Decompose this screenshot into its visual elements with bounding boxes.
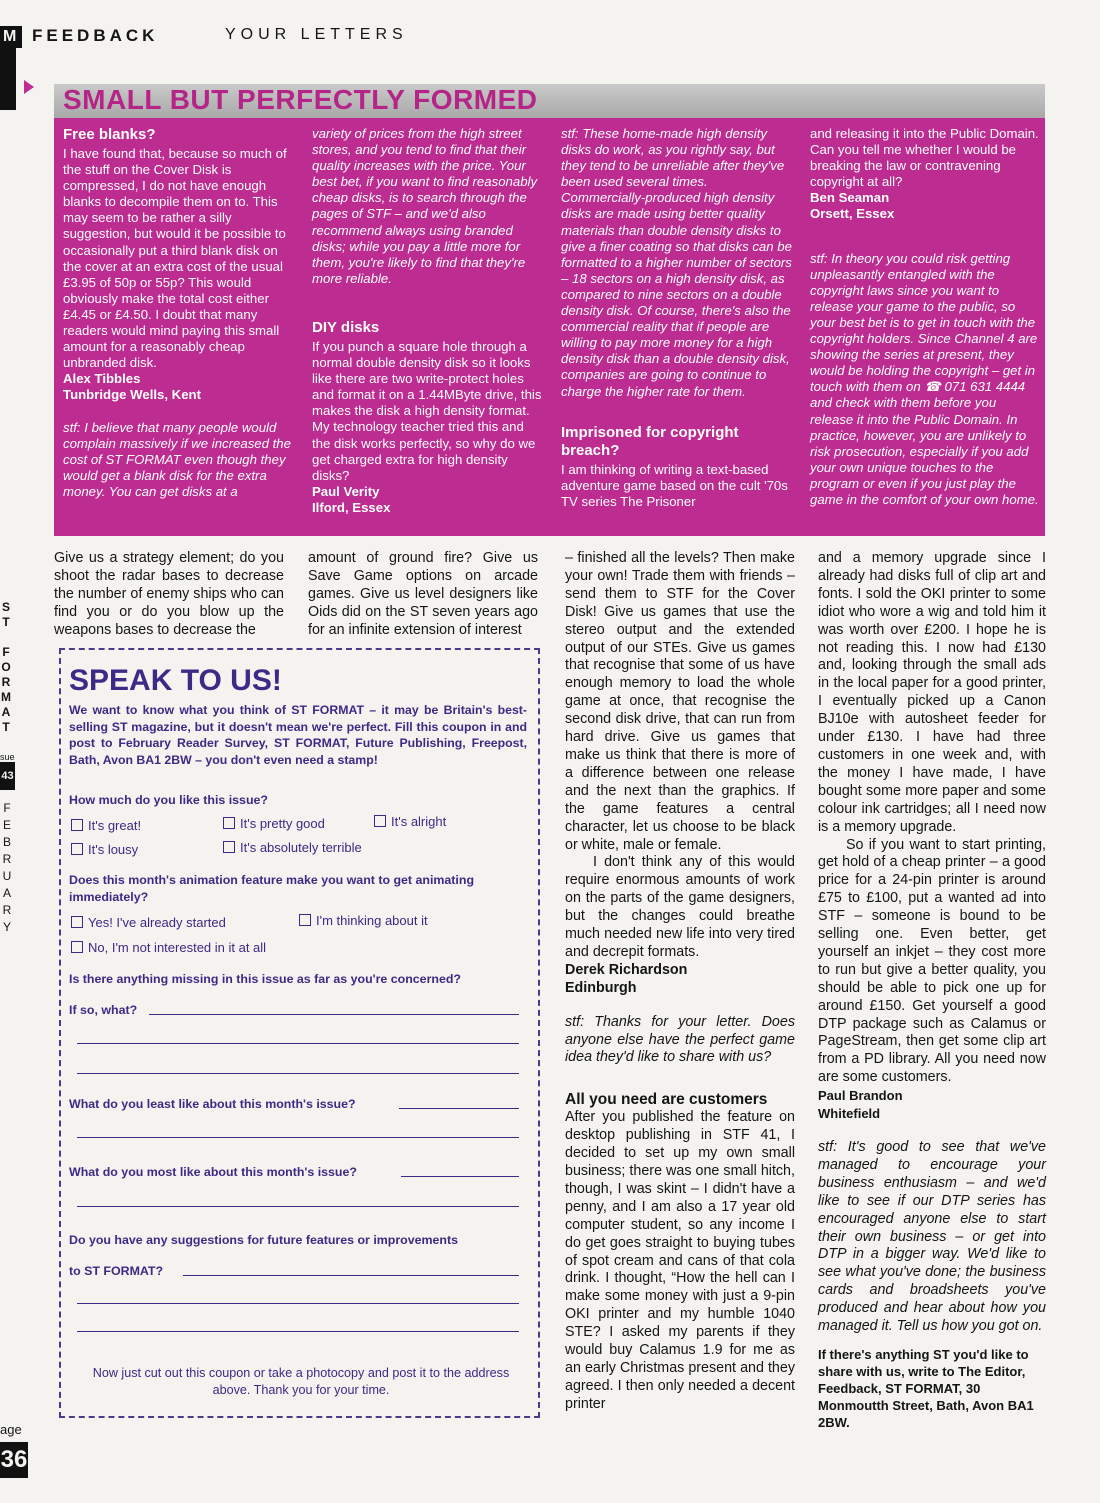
checkbox-icon[interactable] [374, 815, 386, 827]
answer-line[interactable] [399, 1108, 519, 1109]
editor-reply: stf: In theory you could risk getting unpleasantly entangled with the copyright laws since you want to release your game to the public, so your best bet is to get in touch with the copyright holders. Since Channel 4 are showing the series at present, they would be holding the copyright – get in touch with them on ☎ 071 631 4444 and check with them before you release it into the Public Domain. In practice, however, you are unlikely to risk prosecution, especially if you add your own unique touches to the program or even if you just play the game in the comfort of your own home. [810, 250, 1039, 507]
body-column-3 [565, 550, 795, 1414]
option-already-started[interactable]: Yes! I've already started [71, 915, 226, 930]
page-header [0, 26, 440, 48]
editor-reply: variety of prices from the high street stores, and you tend to find that their quality increases with the price. Your best bet, if you want to find reasonably cheap disks, is to search through the pages of STF – and we'd also recommend always using branded disks; while you pay a little more for them, you're likely to find that they're more reliable. [312, 126, 538, 286]
body-column-2 [308, 550, 538, 640]
checkbox-icon[interactable] [299, 914, 311, 926]
coupon-footer: Now just cut out this coupon or take a photocopy and post it to the address above. Thank you for your time. [92, 1366, 510, 1397]
letter-heading: Imprisoned for copyright breach? [561, 423, 739, 459]
question-1: How much do you like this issue? [69, 793, 268, 807]
option-alright[interactable]: It's alright [374, 814, 446, 829]
letter-author: Paul Brandon [818, 1088, 903, 1104]
checkbox-icon[interactable] [223, 817, 235, 829]
answer-line[interactable] [77, 1303, 519, 1304]
question-3b: If so, what? [69, 1003, 138, 1017]
contact-address: If there's anything ST you'd like to share with us, write to The Editor, Feedback, ST FORMAT, 30 Monmoutth Street, Bath, Avon BA1 2BW. [818, 1346, 1034, 1430]
section-title: FEEDBACK [32, 26, 159, 45]
editor-reply: stf: Thanks for your letter. Does anyone else have the perfect game idea they'd like to share with us? [565, 1013, 795, 1066]
letter-author: Ben Seaman [810, 190, 890, 206]
letter-author: Derek Richardson [565, 961, 688, 978]
question-4: What do you least like about this month's issue? [69, 1097, 356, 1111]
option-lousy[interactable]: It's lousy [71, 842, 138, 857]
letter-heading: Free blanks? [63, 126, 156, 143]
feature-column-1 [63, 126, 295, 500]
letter-heading: DIY disks [312, 318, 380, 336]
body-text: Give us a strategy element; do you shoot the radar bases to decrease the number of enemy ships who can find you or do you blow up the weapons bases to decrease the [54, 550, 284, 638]
editor-reply: stf: I believe that many people would complain massively if we increased the cost of ST FORMAT even though they would get a blank disk for the extra money. You can get disks at a [63, 419, 291, 499]
feature-column-3 [561, 126, 793, 510]
option-not-interested[interactable]: No, I'm not interested in it at all [71, 940, 266, 955]
coupon-title: SPEAK TO US! [69, 664, 282, 697]
spine-month: F E B R U A R Y [2, 801, 12, 934]
option-great[interactable]: It's great! [71, 818, 141, 833]
section-subtitle: YOUR LETTERS [225, 26, 408, 43]
checkbox-icon[interactable] [71, 941, 83, 953]
letter-heading: All you need are customers [565, 1091, 768, 1109]
answer-line[interactable] [77, 1206, 519, 1207]
checkbox-icon[interactable] [71, 819, 83, 831]
editor-reply: stf: It's good to see that we've managed to encourage your business enthusiasm – and we'd like to see if our DTP series has encouraged anyone else to start their own business – or get into DTP in a bigger way. We'd like to see what you've done; the business cards and broadsheets you've produced and hear about how you managed it. Tell us how you got on. [818, 1139, 1046, 1335]
letter-location: Tunbridge Wells, Kent [63, 387, 201, 403]
checkbox-icon[interactable] [71, 843, 83, 855]
question-3: Is there anything missing in this issue as far as you're concerned? [69, 972, 461, 986]
letter-location: Whitefield [818, 1106, 881, 1122]
spine-magazine-name: S T F O R M A T [1, 600, 13, 734]
coupon-intro: We want to know what you think of ST FORMAT – it may be Britain's best-selling ST magazine, but it doesn't mean we're perfect. Fill this coupon in and post to February Reader Survey, ST FORMAT, Future Publishing, Freepost, Bath, Avon BA1 2BW – you don't even need a stamp! [69, 703, 527, 767]
body-column-1 [54, 550, 284, 640]
feature-column-2 [312, 126, 544, 516]
letter-text: I am thinking of writing a text-based adventure game based on the cult '70s TV series The Prisoner [561, 461, 788, 509]
question-2: Does this month's animation feature make you want to get animating immediately? [69, 873, 475, 904]
answer-line[interactable] [77, 1073, 519, 1074]
letter-author: Paul Verity [312, 483, 380, 499]
answer-line[interactable] [183, 1275, 519, 1276]
option-thinking[interactable]: I'm thinking about it [299, 913, 428, 928]
body-text: So if you want to start printing, get hold of a cheap printer – a good price for a 24-pin printer is around £75 to £100, put a wanted ad into STF – someone is bound to be selling one. Even better, get yourself an inkjet – they cost more to run but give a better quality, you should be able to pick one up for around £150. Get yourself a good DTP package such as Calamus or PageStream, then get some clip art from a PD library. All you need now are some customers. [818, 836, 1046, 1086]
letter-text: If you punch a square hole through a normal double density disk so it looks like there are two write-protect holes and format it on a 1.44MByte drive, this makes the disk a high density format. My technology teacher tried this and the disk works perfectly, so why do we get charged extra for high density disks? [312, 338, 542, 483]
answer-line[interactable] [149, 1014, 519, 1015]
letter-location: Ilford, Essex [312, 499, 391, 515]
answer-line[interactable] [77, 1331, 519, 1332]
letter-location: Edinburgh [565, 979, 637, 996]
question-5: What do you most like about this month's issue? [69, 1165, 357, 1179]
letter-text: I have found that, because so much of the stuff on the Cover Disk is compressed, I do not have enough blanks to decompile them on to. This may seem to be rather a silly suggestion, but would it be possible to occasionally put a third blank disk on the cover at an extra cost of the usual £3.95 of 50p or 55p? This would obviously make the total cost either £4.45 or £4.50. I doubt that many readers would mind paying this small amount for a reasonably cheap unbranded disk. [63, 146, 287, 371]
letter-location: Orsett, Essex [810, 206, 895, 222]
feature-column-4 [810, 126, 1042, 508]
body-text: amount of ground fire? Give us Save Game options on arcade games. Give us level designers like Oids did on the ST seven years ago for an infinite extension of interest [308, 550, 538, 638]
feature-title: SMALL BUT PERFECTLY FORMED [63, 84, 538, 115]
arrow-icon [24, 80, 34, 94]
section-mark: M [0, 26, 22, 48]
answer-line[interactable] [77, 1137, 519, 1138]
body-text: After you published the feature on desktop publishing in STF 41, I decided to set up my own small business; there was one small hitch, though, I was skint – I didn't have a penny, and I am also a 17 year old computer student, so any income I do get goes straight to buying tubes of spot cream and cans of that cola drink. I thought, “How the hell can I make some money with just a 9-pin OKI printer and my humble 1040 STE? I asked my parents if they would buy Calamus 1.9 for me as an early Christmas present and they agreed. I then only needed a decent printer [565, 1109, 795, 1412]
body-text: I don't think any of this would require enormous amounts of work on the parts of the game designers, but the changes could breathe much needed new life into very tired and decrepit formats. [565, 854, 795, 960]
body-text: – finished all the levels? Then make your own! Trade them with friends – send them to STF for the Cover Disk! Give us games that use the stereo output and the extended output of our STEs. Give us games that recognise that some of us have enough memory to load the whole game at once, that recognise the second disk drive, that can run from hard drive. Give us games that make us think that there is more of a difference between one release and the next than the graphics. If the game features a central character, let us choose to be black or white, male or female. [565, 550, 795, 853]
question-6: Do you have any suggestions for future features or improvements [69, 1233, 459, 1247]
body-column-4 [818, 550, 1046, 1431]
option-terrible[interactable]: It's absolutely terrible [223, 840, 362, 855]
page-number: 36 [0, 1442, 28, 1478]
letter-author: Alex Tibbles [63, 371, 141, 387]
checkbox-icon[interactable] [71, 916, 83, 928]
issue-number: 43 [0, 762, 15, 790]
checkbox-icon[interactable] [223, 841, 235, 853]
letter-text: and releasing it into the Public Domain. Can you tell me whether I would be breaking the law or contravening copyright at all? [810, 126, 1039, 190]
issue-label: sue [0, 752, 15, 762]
editor-reply: stf: These home-made high density disks do work, as you rightly say, but they tend to be unreliable after they've been used several times. Commercially-produced high density disks are made using better quality materials than double density disks to give a finer coating so that disks can be formatted to a higher number of sectors – 18 sectors on a high density disk, as compared to nine sectors on a double density disk. Of course, there's also the commercial reality that if people are willing to pay more money for a high density disk than a double density disk, companies are going to continue to charge the higher rate for them. [561, 126, 792, 399]
answer-line[interactable] [77, 1043, 519, 1044]
question-6b: to ST FORMAT? [69, 1264, 164, 1278]
reader-survey-coupon [59, 648, 540, 1418]
body-text: and a memory upgrade since I already had disks full of clip art and fonts. I sold the OKI printer to some idiot who wore a wig and told him it was worth over £200. I hope he is not reading this. I now had £130 and, looking through the small ads in the local paper for a good printer, I eventually picked up a Canon BJ10e with autosheet feeder for under £130. I have had three customers in one week and, with the money I have made, I have bought some more paper and some colour ink cartridges; all I need now is a memory upgrade. [818, 550, 1046, 835]
page-label: age [0, 1422, 22, 1437]
answer-line[interactable] [401, 1176, 519, 1177]
option-pretty-good[interactable]: It's pretty good [223, 816, 325, 831]
header-side-bar [0, 48, 16, 110]
